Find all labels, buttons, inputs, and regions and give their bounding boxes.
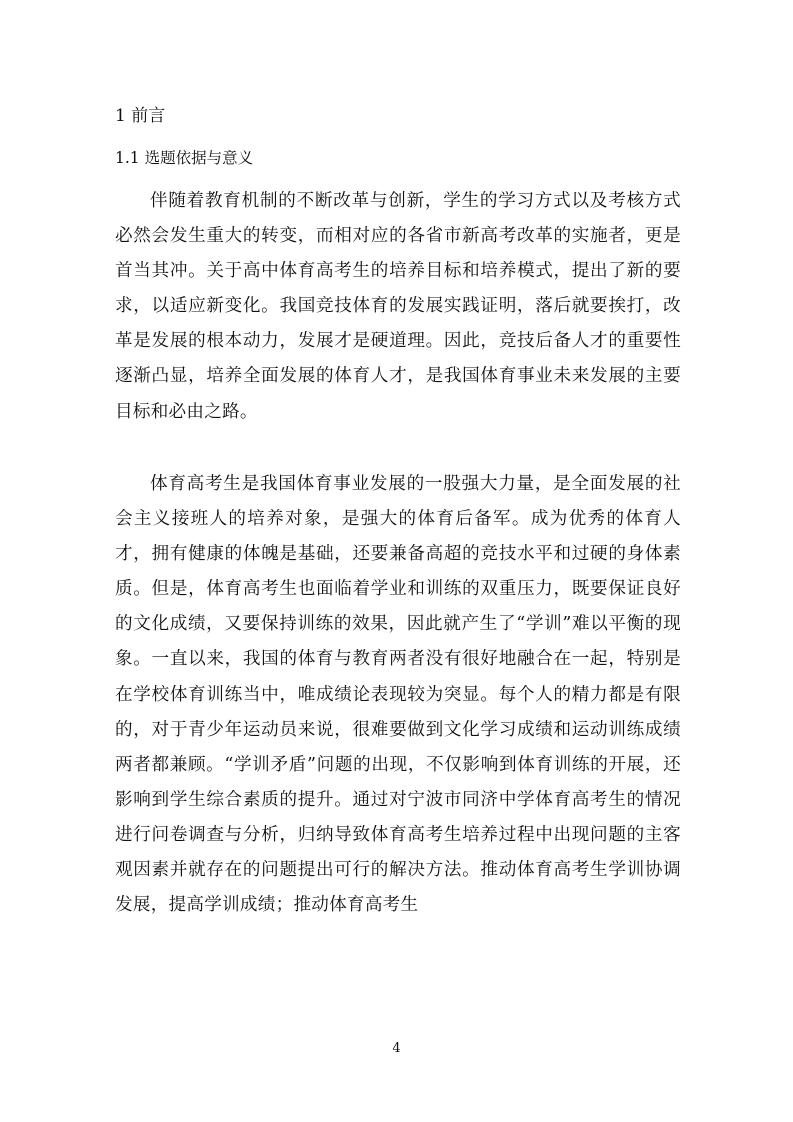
body-paragraph-1: 伴随着教育机制的不断改革与创新，学生的学习方式以及考核方式必然会发生重大的转变，而相对应的各省市新高考改革的实施者，更是首当其冲。关于高中体育高考生的培养目标和培养模式，提出了新的要求，以适应新变化。我国竞技体育的发展实践证明，落后就要挨打，改革是发展的根本动力，发展才是硬道理。因此，竞技后备人才的重要性逐渐凸显，培养全面发展的体育人才，是我国体育事业未来发展的主要目标和必由之路。 [115,191,681,422]
page-number: 4 [392,1041,401,1056]
body-paragraph-2: 体育高考生是我国体育事业发展的一股强大力量，是全面发展的社会主义接班人的培养对象，是强大的体育后备军。成为优秀的体育人才，拥有健康的体魄是基础，还要兼备高超的竞技水平和过硬的身体素质。但是，体育高考生也面临着学业和训练的双重压力，既要保证良好的文化成绩，又要保持训练的效果，因此就产生了“学训”难以平衡的现象。一直以来，我国的体育与教育两者没有很好地融合在一起，特别是在学校体育训练当中，唯成绩论表现较为突显。每个人的精力都是有限的，对于青少年运动员来说，很难要做到文化学习成绩和运动训练成绩两者都兼顾。“学训矛盾”问题的出现，不仅影响到体育训练的开展，还影响到学生综合素质的提升。通过对宁波市同济中学体育高考生的情况进行问卷调查与分析，归纳导致体育高考生培养过程中出现问题的主客观因素并就存在的问题提出可行的解决方法。推动体育高考生学训协调发展，提高学训成绩；推动体育高考生 [115,474,681,916]
section-heading: 1 前言 [115,106,166,126]
subsection-heading: 1.1 选题依据与意义 [115,149,254,167]
